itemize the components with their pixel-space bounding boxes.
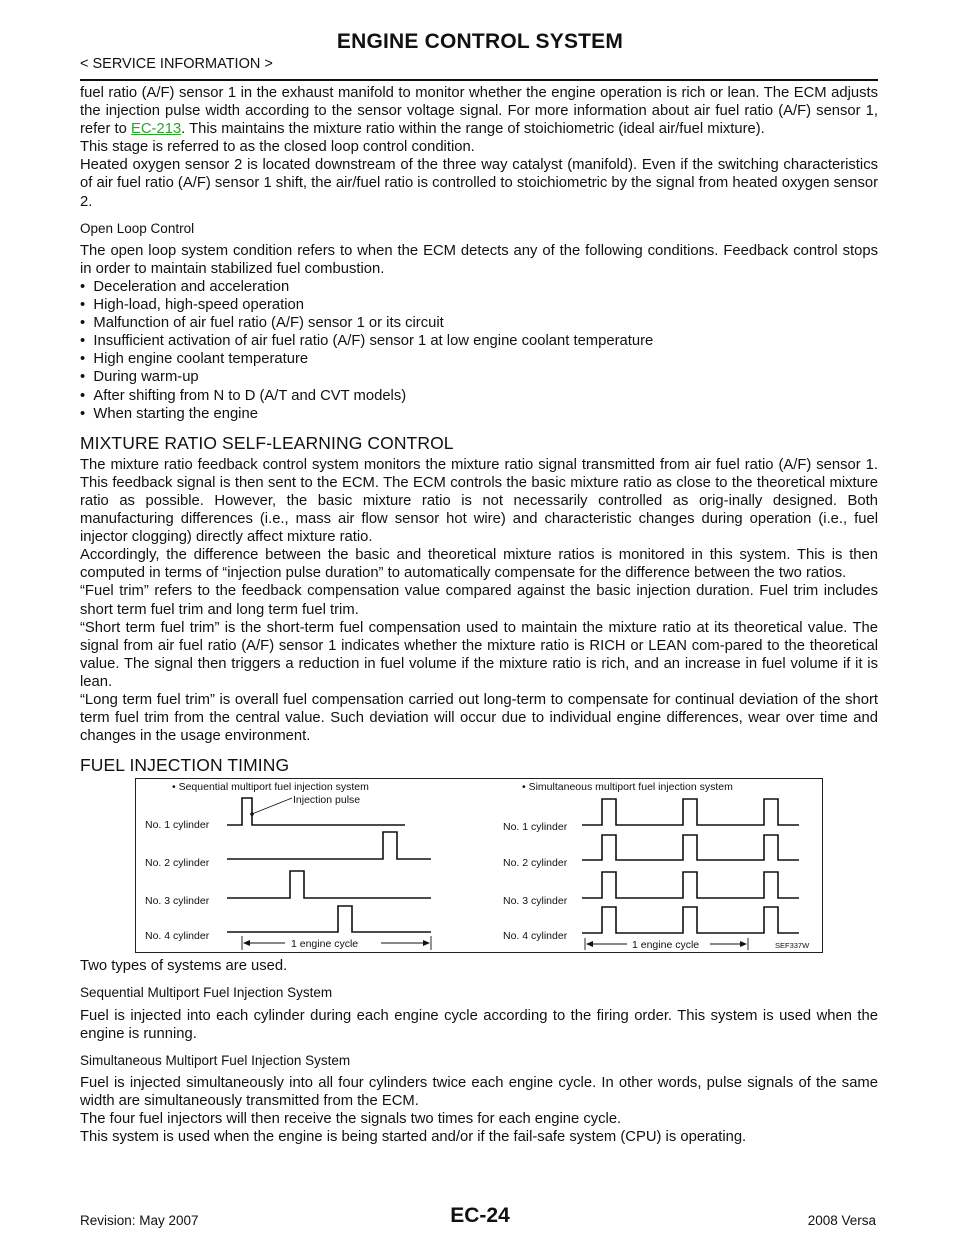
paragraph: Accordingly, the difference between the basic and theoretical mixture ratios is monitored in this system. This is then computed in terms of “injection pulse duration” to automatically compensate for the difference between the two ratios. xyxy=(80,547,878,582)
paragraph: Fuel is injected into each cylinder during each engine cycle according to the firing order. This system is used when the engine is running. xyxy=(80,1007,878,1042)
figure-code: SEF337W xyxy=(775,941,810,951)
paragraph: The mixture ratio feedback control system monitors the mixture ratio signal transmitted from air fuel ratio (A/F) sensor 1. This feedback signal is then sent to the ECM. The ECM controls the basic mixture ratio as close to the theoretical mixture ratio as possible. However, the basic mixture ratio is not necessarily controlled as orig-inally designed. Both manufacturing differences (i.e., mass air flow sensor hot wire) and characteristic changes during operation (i.e., fuel injector clogging) directly affect mixture ratio. xyxy=(80,456,878,546)
section-label: < SERVICE INFORMATION > xyxy=(80,56,273,72)
paragraph: This system is used when the engine is being started and/or if the fail-safe system (CPU) is operating. xyxy=(80,1129,747,1146)
paragraph: Fuel is injected simultaneously into all four cylinders twice each engine cycle. In other words, pulse signals of the same width are simultaneously transmitted from the ECM. xyxy=(80,1074,878,1109)
paragraph: fuel ratio (A/F) sensor 1 in the exhaust manifold to monitor whether the engine operation is rich or lean. The ECM adjusts the injection pulse width according to the sensor voltage signal. For more information about air fuel ratio (A/F) sensor 1, refer to EC-213. This maintains the mixture ratio within the range of stoichiometric (ideal air/fuel mixture). xyxy=(80,85,878,138)
page-content xyxy=(80,84,878,1146)
heading-mixture-ratio: MIXTURE RATIO SELF-LEARNING CONTROL xyxy=(80,432,454,453)
subheading-sequential: Sequential Multiport Fuel Injection System xyxy=(80,985,333,1001)
paragraph: “Long term fuel trim” is overall fuel compensation carried out long-term to compensate for continual deviation of the short term fuel trim from the central value. Such deviation will occur due to individual engine differences, wear over time and changes in the usage environment. xyxy=(80,692,878,745)
list-item: • After shifting from N to D (A/T and CVT models) xyxy=(80,387,878,405)
timing-diagram-svg xyxy=(135,778,823,953)
footer-page-number: EC-24 xyxy=(450,1204,510,1227)
engine-cycle-label: 1 engine cycle xyxy=(291,938,359,951)
cylinder-label: No. 1 cylinder xyxy=(145,819,210,832)
cylinder-label: No. 1 cylinder xyxy=(503,821,568,834)
paragraph: The four fuel injectors will then receive the signals two times for each engine cycle. xyxy=(80,1111,622,1128)
cylinder-label: No. 4 cylinder xyxy=(503,930,568,943)
cylinder-label: No. 3 cylinder xyxy=(503,895,568,908)
list-item: • During warm-up xyxy=(80,368,878,386)
cylinder-label: No. 3 cylinder xyxy=(145,895,210,908)
subheading-simultaneous: Simultaneous Multiport Fuel Injection System xyxy=(80,1052,351,1068)
callout-dot xyxy=(250,813,254,817)
list-item: • When starting the engine xyxy=(80,405,878,423)
heading-fuel-injection-timing: FUEL INJECTION TIMING xyxy=(80,755,290,776)
injection-timing-diagram xyxy=(135,778,823,953)
footer-model: 2008 Versa xyxy=(807,1213,876,1228)
cylinder-label: No. 2 cylinder xyxy=(145,857,210,870)
list-item: • Insufficient activation of air fuel ratio (A/F) sensor 1 at low engine coolant temperature xyxy=(80,332,878,350)
header-rule xyxy=(80,79,878,81)
cylinder-label: No. 4 cylinder xyxy=(145,930,210,943)
paragraph: Two types of systems are used. xyxy=(80,958,288,975)
engine-cycle-label: 1 engine cycle xyxy=(632,939,700,952)
reference-link-ec-213[interactable]: EC-213 xyxy=(131,121,182,138)
list-item: • High engine coolant temperature xyxy=(80,350,878,368)
paragraph: The open loop system condition refers to when the ECM detects any of the following conditions. Feedback control stops in order to maintain stabilized fuel combustion. xyxy=(80,242,878,277)
list-item: • High-load, high-speed operation xyxy=(80,296,878,314)
list-item: • Malfunction of air fuel ratio (A/F) sensor 1 or its circuit xyxy=(80,314,878,332)
paragraph: Heated oxygen sensor 2 is located downstream of the three way catalyst (manifold). Even if the switching characteristics of air fuel ratio (A/F) sensor 1 shift, the air/fuel ratio is controlled to stoichiometric by the signal from heated oxygen sensor 2. xyxy=(80,157,878,210)
open-loop-condition-list xyxy=(80,278,878,423)
subheading-open-loop: Open Loop Control xyxy=(80,220,195,236)
left-panel-title: • Sequential multiport fuel injection system xyxy=(172,781,369,794)
paragraph: This stage is referred to as the closed loop control condition. xyxy=(80,139,475,156)
footer-revision: Revision: May 2007 xyxy=(80,1213,199,1228)
injection-pulse-label: Injection pulse xyxy=(293,794,361,807)
cylinder-label: No. 2 cylinder xyxy=(503,857,568,870)
page-title: ENGINE CONTROL SYSTEM xyxy=(336,30,624,53)
list-item: • Deceleration and acceleration xyxy=(80,278,878,296)
right-panel-title: • Simultaneous multiport fuel injection system xyxy=(522,781,733,794)
paragraph: “Fuel trim” refers to the feedback compensation value compared against the basic injection duration. Fuel trim includes short term fuel trim and long term fuel trim. xyxy=(80,583,878,618)
paragraph: “Short term fuel trim” is the short-term fuel compensation used to maintain the mixture ratio at its theoretical value. The signal from air fuel ratio (A/F) sensor 1 indicates whether the mixture ratio is RICH or LEAN com-pared to the theoretical value. The signal then triggers a reduction in fuel volume if the mixture ratio is rich, and an increase in fuel volume if it is lean. xyxy=(80,619,878,690)
